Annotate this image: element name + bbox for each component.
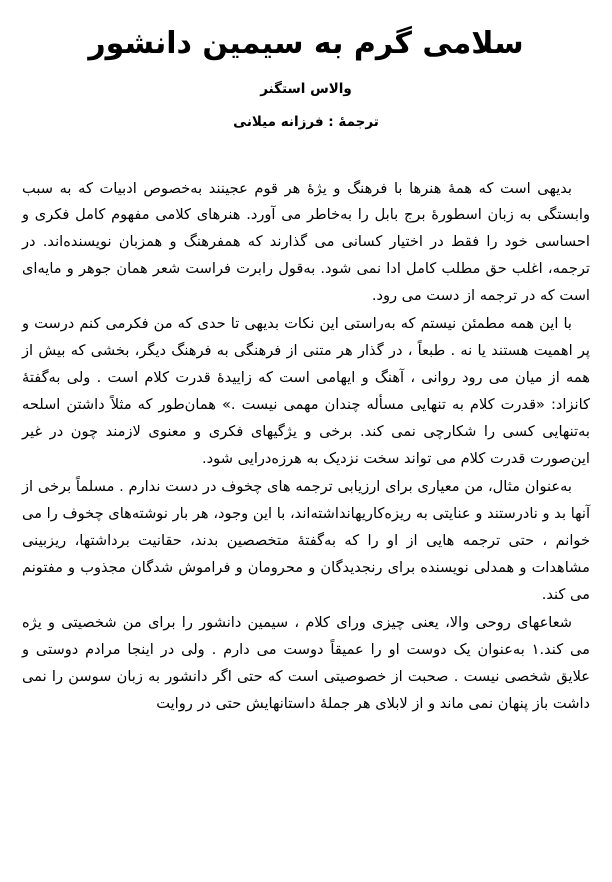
paragraph: بدیهی است که همهٔ هنرها با فرهنگ و یژهٔ هر قوم عجینند به‌خصوص ادبیات که به سبب وابستگی به زبان اسطورهٔ برج بابل را به‌خاطر می آورد. هنرهای کلامی مفهوم کامل فکری و احساسی خود را فقط در اختیار کسانی می گذارند که همفرهنگ و همزبان نویسنده‌اند. در ترجمه، اغلب حق مطلب کامل ادا نمی شود. به‌قول رابرت فراست شعر همان جوهر و مایه‌ای است که در ترجمه از دست می رود.	[22, 179, 590, 305]
paragraph: شعاعهای روحی والا، یعنی چیزی ورای کلام ، سیمین دانشور را برای من شخصیتی و یژه می کند.۱ به‌عنوان یک دوست او را عمیقاً دوست می دارم . ولی در اینجا مرادم دوستی و علایق شخصی نیست . صحبت از خصوصیتی است که حتی اگر دانشور به زبان سوسن را نمی داشت باز پنهان نمی ماند و از لابلای هر جملهٔ داستانهایش حتی در روایت	[22, 614, 590, 713]
translator-credit: ترجمهٔ : فرزانه میلانی	[233, 113, 379, 130]
paragraph: به‌عنوان مثال، من معیاری برای ارزیابی ترجمه های چخوف در دست ندارم . مسلماً برخی از آنها بد و نادرستند و عنایتی به ریزه‌کاریهانداشته‌اند، با این وجود، هر بار نوشته‌های چخوف را می خوانم ، حتی ترجمه هایی از او را که به‌گفتهٔ متخصصین بدند، حقانیت برداشتها، ریزبینی مشاهدات و همدلی نویسنده برای رنجدیدگان و محرومان و فراموش شدگان مجذوب و مفتونم می کند.	[22, 478, 590, 604]
author-name: والاس استگنر	[260, 80, 352, 97]
paragraph: با این همه مطمئن نیستم که به‌راستی این نکات بدیهی تا حدی که من فکرمی کنم درست و پر اهمیت هستند یا نه . طبعاً ، در گذار هر متنی از فرهنگی به فرهنگ دیگر، بخشی که بیش از همه از میان می رود روانی ، آهنگ و ایهامی است که زاییدهٔ قدرت کلام است . ولی به‌گفتهٔ کانزاد: «قدرت کلام به تنهایی مسأله چندان مهمی نیست .» همان‌طور که مثلاً داشتن اسلحه به‌تنهایی کسی را شکارچی نمی کند. برخی و یژگیهای فکری و معنوی لازمند چون در غیر این‌صورت قدرت کلام می تواند سخت نزدیک به هرزه‌درایی شود.	[22, 315, 590, 468]
page-title: سلامی گرم به سیمین دانشور	[88, 26, 524, 61]
body-text	[22, 176, 590, 719]
